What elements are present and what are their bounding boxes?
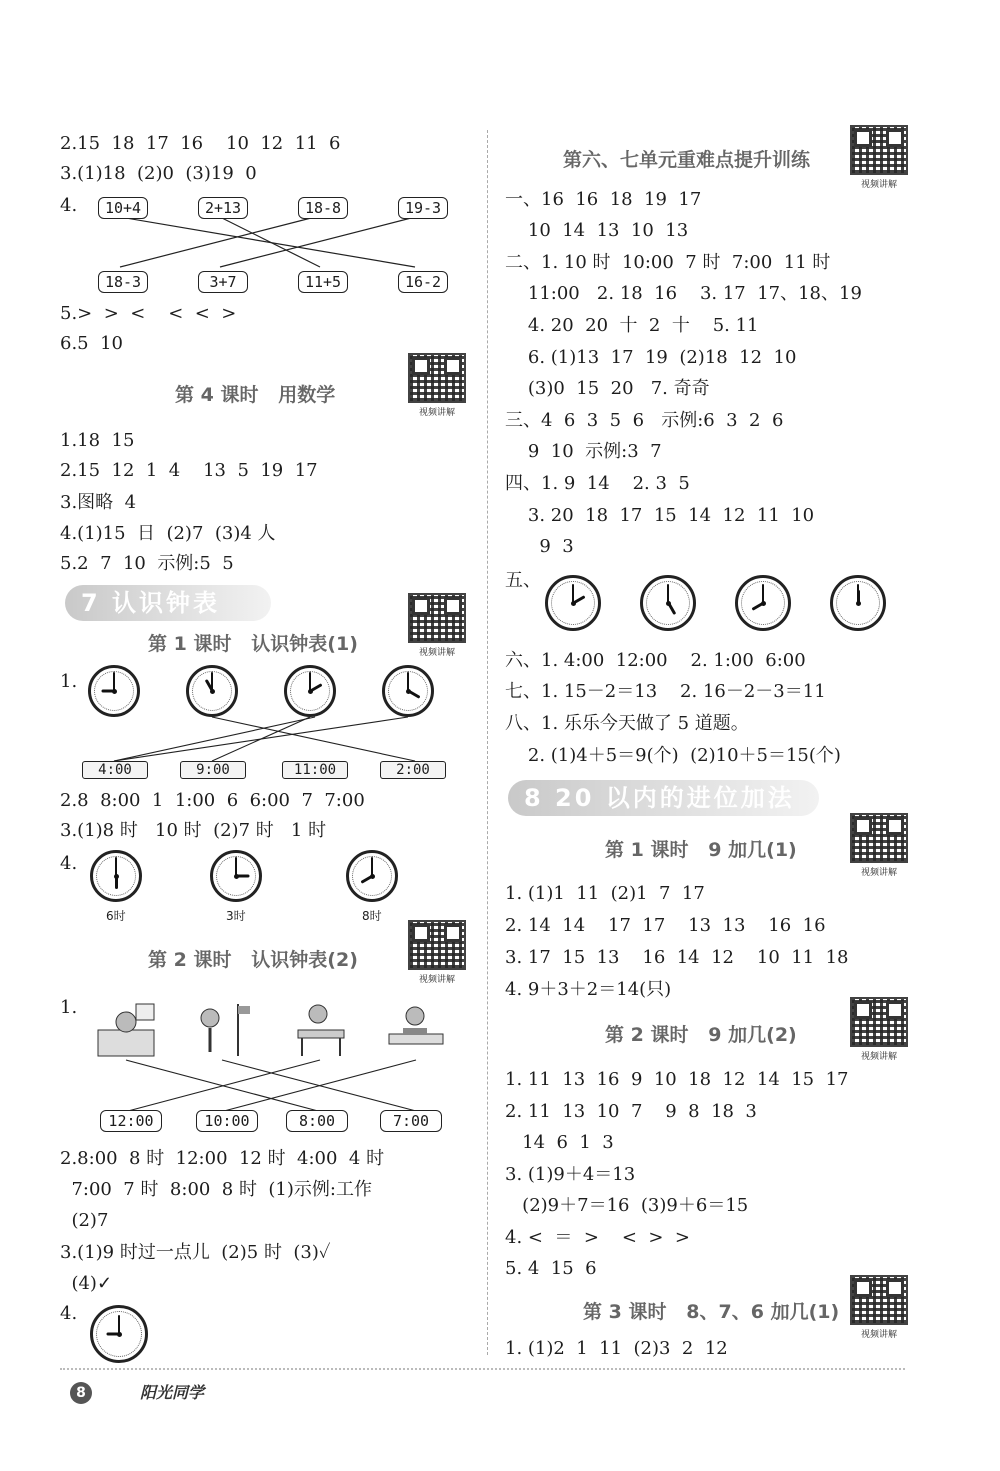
answer-line: 5.> > < < < > bbox=[60, 303, 237, 324]
expression-box: 19-3 bbox=[398, 197, 448, 219]
time-label: 2:00 bbox=[380, 761, 446, 779]
qr-caption: 视频讲解 bbox=[418, 975, 455, 985]
qr-caption: 视频讲解 bbox=[418, 408, 455, 418]
question-label: 1. bbox=[60, 671, 78, 692]
answer-line: 2. 11 13 10 7 9 8 18 3 bbox=[505, 1101, 757, 1122]
expression-box: 16-2 bbox=[398, 271, 448, 293]
answer-line: 4. < ＝ > < > > bbox=[505, 1227, 690, 1248]
answer-line: 4. 20 20 十 2 十 5. 11 bbox=[505, 315, 759, 336]
column-divider bbox=[487, 130, 488, 1355]
qr-code[interactable] bbox=[850, 125, 908, 190]
qr-caption: 视频讲解 bbox=[860, 1330, 897, 1340]
lesson-heading: 第 1 课时 9 加几(1) bbox=[605, 839, 797, 861]
answer-line: 4. 9＋3＋2＝14(只) bbox=[505, 979, 672, 1000]
answer-line: 5.2 7 10 示例:5 5 bbox=[60, 553, 234, 574]
clock-icon bbox=[640, 575, 696, 631]
qr-code-icon bbox=[850, 1275, 908, 1325]
question-label: 1. bbox=[60, 997, 78, 1018]
lesson-heading: 第 2 课时 认识钟表(2) bbox=[148, 949, 358, 971]
answer-line: 6. (1)13 17 19 (2)18 12 10 bbox=[505, 347, 797, 368]
answer-line: (3)0 15 20 7. 奇奇 bbox=[505, 378, 710, 399]
time-box: 12:00 bbox=[100, 1110, 162, 1132]
time-label: 11:00 bbox=[282, 761, 348, 779]
expression-box: 10+4 bbox=[98, 197, 148, 219]
clock-caption: 8时 bbox=[362, 909, 382, 923]
answer-line: 9 3 bbox=[505, 536, 574, 557]
qr-code[interactable] bbox=[850, 1275, 908, 1340]
qr-caption: 视频讲解 bbox=[860, 1052, 897, 1062]
answer-line: 1. (1)2 1 11 (2)3 2 12 bbox=[505, 1338, 728, 1359]
qr-caption: 视频讲解 bbox=[418, 648, 455, 658]
answer-line: 3.图略 4 bbox=[60, 492, 137, 513]
answer-line: 三、4 6 3 5 6 示例:6 3 2 6 bbox=[505, 410, 784, 431]
answer-line: 3. (1)9＋4＝13 bbox=[505, 1164, 636, 1185]
expression-box: 2+13 bbox=[198, 197, 248, 219]
answer-line: 4.(1)15 日 (2)7 (3)4 人 bbox=[60, 523, 276, 544]
unit-banner: 7 认识钟表 bbox=[65, 585, 271, 621]
answer-line: 10 14 13 10 13 bbox=[505, 220, 689, 241]
picture-matching-lines bbox=[60, 125, 470, 1125]
expression-box: 11+5 bbox=[298, 271, 348, 293]
answer-line: 2.8 8:00 1 1:00 6 6:00 7 7:00 bbox=[60, 790, 365, 811]
answer-line: 3. 17 15 13 16 14 12 10 11 18 bbox=[505, 947, 849, 968]
answer-line: 五、 bbox=[505, 570, 541, 591]
clock-caption: 3时 bbox=[226, 909, 246, 923]
qr-code[interactable] bbox=[850, 997, 908, 1062]
section-heading: 第六、七单元重难点提升训练 bbox=[563, 149, 811, 171]
time-label: 4:00 bbox=[82, 761, 148, 779]
answer-line: 3.(1)9 时过一点儿 (2)5 时 (3)✓ bbox=[60, 1242, 331, 1263]
answer-line: 七、1. 15－2＝13 2. 16－2－3＝11 bbox=[505, 681, 826, 702]
qr-code-icon bbox=[850, 125, 908, 175]
answer-line: 3.(1)8 时 10 时 (2)7 时 1 时 bbox=[60, 820, 327, 841]
clock-icon bbox=[735, 575, 791, 631]
answer-line: 9 10 示例:3 7 bbox=[505, 441, 662, 462]
answer-line: 2. 14 14 17 17 13 13 16 16 bbox=[505, 915, 826, 936]
answer-line: 11:00 2. 18 16 3. 17 17、18、19 bbox=[505, 283, 862, 304]
brand-logo: 阳光同学 bbox=[140, 1383, 205, 1402]
clock-icon bbox=[545, 575, 601, 631]
answer-line: 二、1. 10 时 10:00 7 时 7:00 11 时 bbox=[505, 252, 831, 273]
answer-line: 2. (1)4＋5＝9(个) (2)10＋5＝15(个) bbox=[505, 745, 841, 766]
time-box: 10:00 bbox=[196, 1110, 258, 1132]
qr-code-icon bbox=[850, 997, 908, 1047]
qr-caption: 视频讲解 bbox=[860, 868, 897, 878]
lesson-heading: 第 1 课时 认识钟表(1) bbox=[148, 633, 358, 655]
answer-line: 1.18 15 bbox=[60, 430, 135, 451]
expression-box: 18-3 bbox=[98, 271, 148, 293]
qr-caption: 视频讲解 bbox=[860, 180, 897, 190]
time-box: 7:00 bbox=[380, 1110, 442, 1132]
answer-line: 5. 4 15 6 bbox=[505, 1258, 597, 1279]
question-label: 4. bbox=[60, 195, 78, 216]
answer-line: 2.15 18 17 16 10 12 11 6 bbox=[60, 133, 341, 154]
answer-line: 1. (1)1 11 (2)1 7 17 bbox=[505, 883, 705, 904]
answer-line: 3.(1)18 (2)0 (3)19 0 bbox=[60, 163, 257, 184]
question-label: 4. bbox=[60, 853, 78, 874]
clock-icon bbox=[830, 575, 886, 631]
time-box: 8:00 bbox=[286, 1110, 348, 1132]
answer-line: 6.5 10 bbox=[60, 333, 123, 354]
expression-box: 3+7 bbox=[198, 271, 248, 293]
answer-line: (2)7 bbox=[60, 1210, 109, 1231]
lesson-heading: 第 2 课时 9 加几(2) bbox=[605, 1024, 797, 1046]
answer-line: 14 6 1 3 bbox=[505, 1132, 614, 1153]
page-number: 8 bbox=[70, 1382, 92, 1404]
question-label: 4. bbox=[60, 1303, 78, 1324]
clock-icon bbox=[90, 1305, 148, 1363]
answer-line: 2.15 12 1 4 13 5 19 17 bbox=[60, 460, 318, 481]
answer-line: 1. 11 13 16 9 10 18 12 14 15 17 bbox=[505, 1069, 849, 1090]
answer-line: (2)9＋7＝16 (3)9＋6＝15 bbox=[505, 1195, 749, 1216]
unit-banner: 8 20 以内的进位加法 bbox=[508, 780, 819, 816]
lesson-heading: 第 4 课时 用数学 bbox=[175, 384, 336, 406]
answer-line: (4)✓ bbox=[60, 1273, 113, 1294]
time-label: 9:00 bbox=[180, 761, 246, 779]
qr-code-icon bbox=[850, 813, 908, 863]
answer-line: 八、1. 乐乐今天做了 5 道题。 bbox=[505, 713, 749, 734]
answer-line: 六、1. 4:00 12:00 2. 1:00 6:00 bbox=[505, 650, 806, 671]
answer-line: 四、1. 9 14 2. 3 5 bbox=[505, 473, 690, 494]
clock-caption: 6时 bbox=[106, 909, 126, 923]
answer-line: 2.8:00 8 时 12:00 12 时 4:00 4 时 bbox=[60, 1148, 385, 1169]
answer-line: 3. 20 18 17 15 14 12 11 10 bbox=[505, 505, 815, 526]
answer-line: 一、16 16 18 19 17 bbox=[505, 189, 702, 210]
footer-rule bbox=[60, 1368, 905, 1370]
lesson-heading: 第 3 课时 8、7、6 加几(1) bbox=[583, 1301, 840, 1323]
expression-box: 18-8 bbox=[298, 197, 348, 219]
qr-code[interactable] bbox=[850, 813, 908, 878]
answer-line: 7:00 7 时 8:00 8 时 (1)示例:工作 bbox=[60, 1179, 372, 1200]
